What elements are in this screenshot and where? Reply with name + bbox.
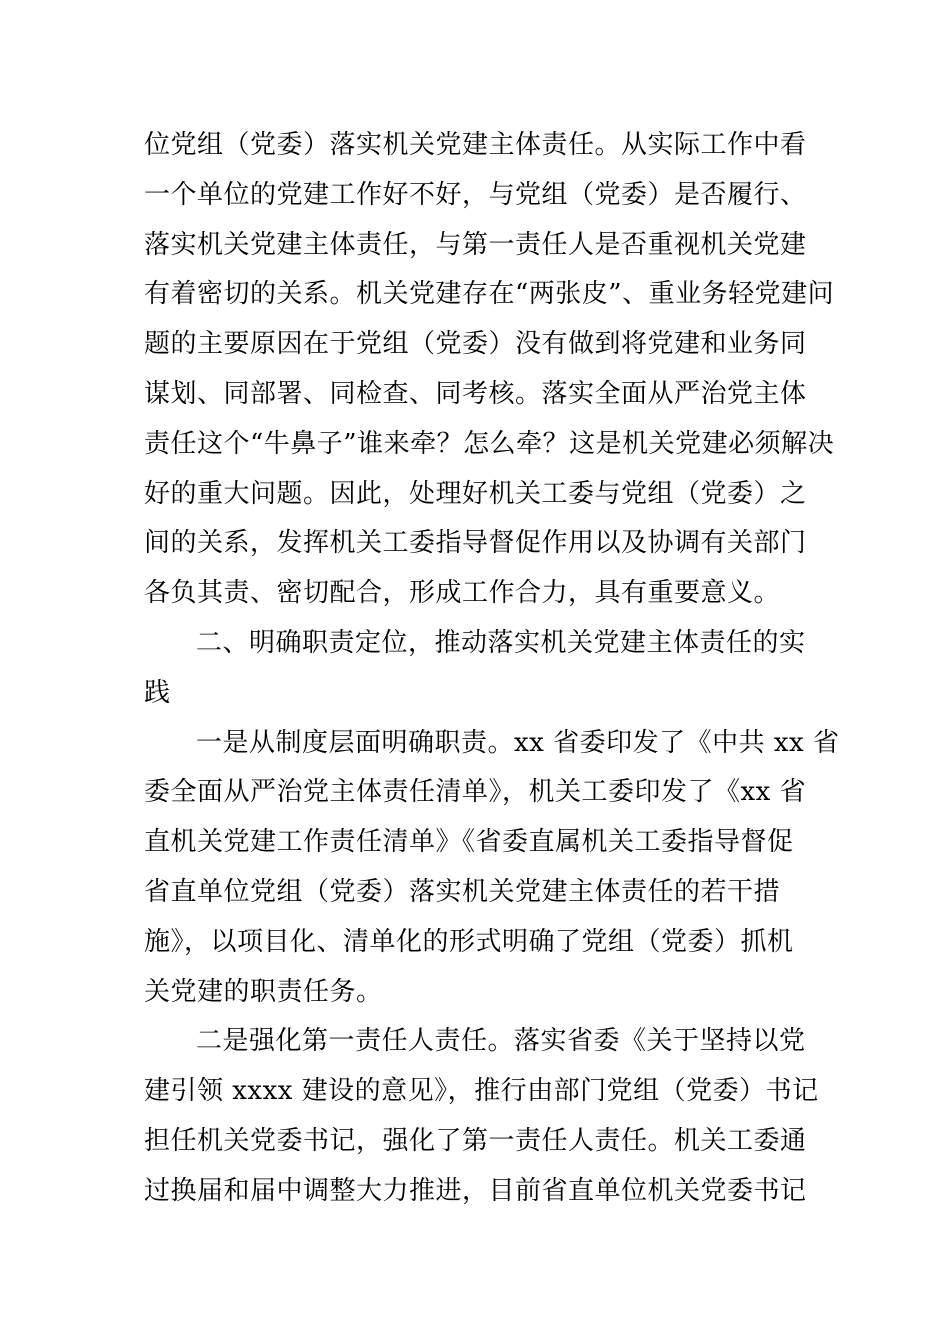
text-line: 担任机关党委书记，强化了第一责任人责任。机关工委通	[144, 1125, 807, 1156]
text-line: 直机关党建工作责任清单》《省委直属机关工委指导督促	[144, 827, 794, 858]
section-heading: 二、明确职责定位，推动落实机关党建主体责任的实	[196, 627, 806, 658]
text-line: 过换届和届中调整大力推进，目前省直单位机关党委书记	[144, 1175, 807, 1206]
text-line: 各负其责、密切配合，形成工作合力，具有重要意义。	[144, 578, 781, 609]
text-line: 谋划、同部署、同检查、同考核。落实全面从严治党主体	[144, 378, 807, 409]
text-line: 间的关系，发挥机关工委指导督促作用以及协调有关部门	[144, 528, 807, 559]
text-line: 关党建的职责任务。	[144, 976, 383, 1007]
text-line: 委全面从严治党主体责任清单》，机关工委印发了《xx 省	[144, 777, 807, 808]
text-line: 建引领 xxxx 建设的意见》，推行由部门党组（党委）书记	[144, 1076, 819, 1107]
body-text	[144, 121, 840, 1217]
paragraph-start: 二是强化第一责任人责任。落实省委《关于坚持以党	[196, 1026, 806, 1057]
text-line: 一个单位的党建工作好不好，与党组（党委）是否履行、	[144, 179, 807, 210]
text-line: 位党组（党委）落实机关党建主体责任。从实际工作中看	[144, 130, 807, 160]
text-line: 省直单位党组（党委）落实机关党建主体责任的若干措	[144, 876, 781, 907]
text-line: 好的重大问题。因此，处理好机关工委与党组（党委）之	[144, 478, 807, 509]
text-line: 施》，以项目化、清单化的形式明确了党组（党委）抓机	[144, 926, 794, 957]
text-line: 责任这个“牛鼻子”谁来牵？怎么牵？这是机关党建必须解决	[144, 428, 835, 459]
paragraph-start: 一是从制度层面明确职责。xx 省委印发了《中共 xx 省	[196, 727, 840, 758]
text-line: 有着密切的关系。机关党建存在“两张皮”、重业务轻党建问	[144, 279, 835, 310]
section-heading-continued: 践	[144, 677, 171, 708]
text-line: 题的主要原因在于党组（党委）没有做到将党建和业务同	[144, 329, 807, 360]
text-line: 落实机关党建主体责任，与第一责任人是否重视机关党建	[144, 229, 807, 260]
